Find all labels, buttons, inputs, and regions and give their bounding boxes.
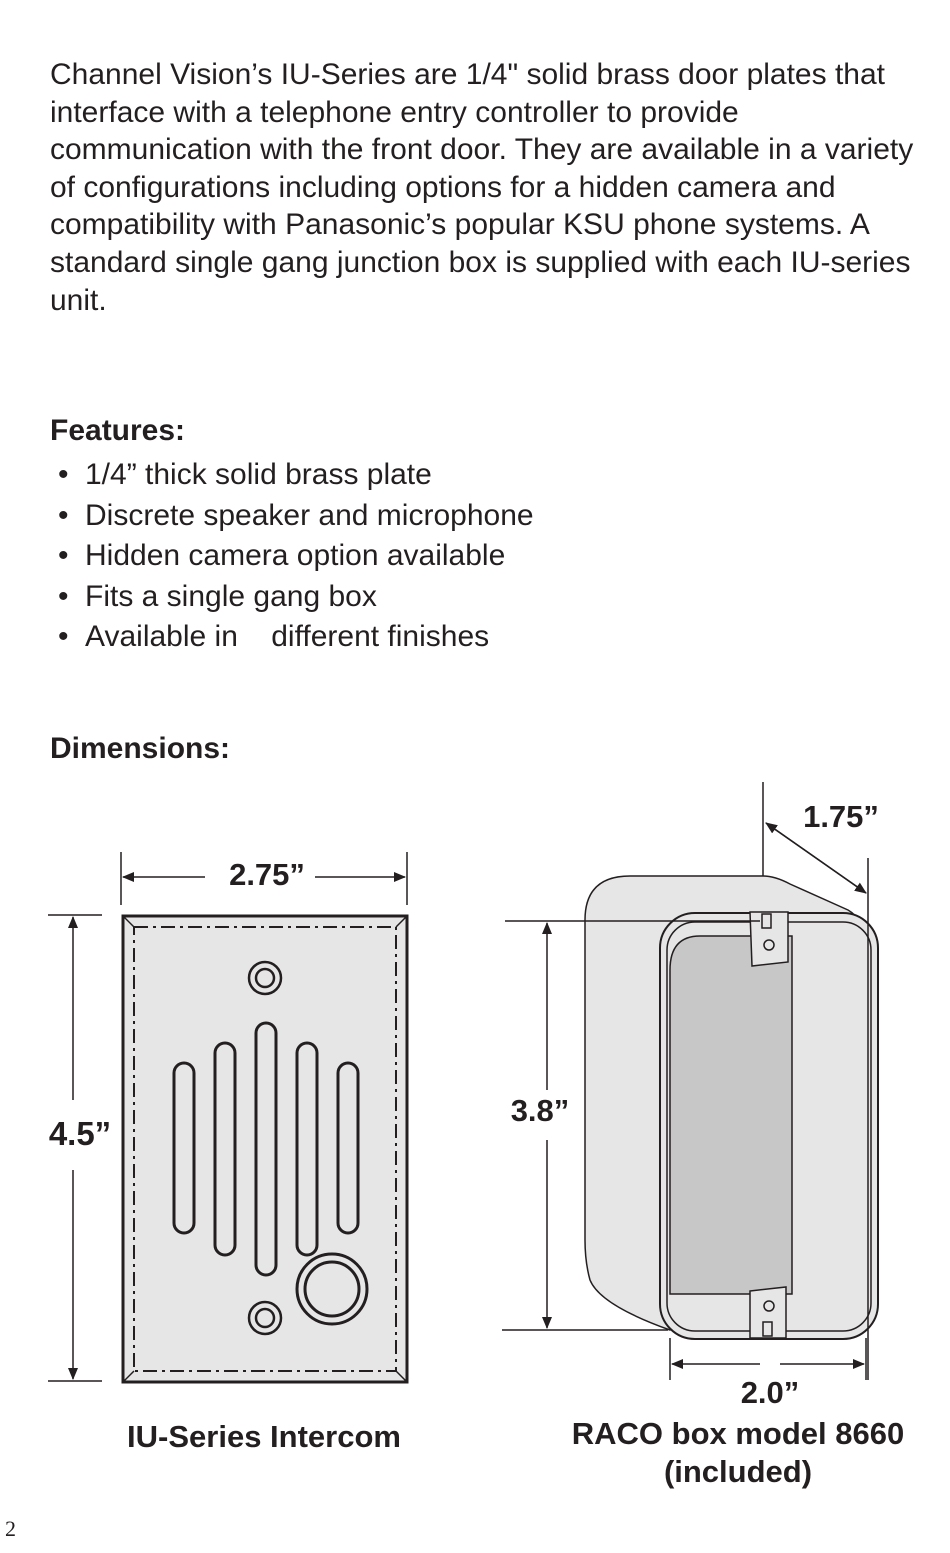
box-interior [670,936,792,1294]
box-height-label: 3.8” [510,1093,570,1128]
feature-text: Available in different finishes [85,620,490,653]
dimensions-diagram [0,770,950,1515]
screw-icon [249,962,281,994]
box-caption-line2: (included) [663,1454,813,1489]
intro-paragraph: Channel Vision’s IU-Series are 1/4" solid brass door plates that interface with a telephone entry controller to provide communication with the front door. They are available in a variety of configurations including options for a hidden camera and compatibility with Panasonic’s popular KSU phone systems. A standard single gang junction box is supplied with each IU-series unit. [50,58,914,317]
feature-item [58,496,534,537]
screw-icon [249,1302,281,1334]
feature-text: Fits a single gang box [85,579,377,613]
bullet-icon: • [58,458,69,491]
feature-item [58,617,534,658]
dimensions-heading: Dimensions: [50,732,231,765]
box-width-label: 2.0” [740,1375,800,1410]
page-number: 2 [5,1516,16,1541]
feature-item [58,455,534,496]
feature-text: 1/4” thick solid brass plate [85,458,432,491]
feature-item [58,577,534,618]
bullet-icon: • [58,498,69,532]
features-heading: Features: [50,414,186,447]
junction-box-drawing [585,876,878,1339]
intercom-caption: IU-Series Intercom [127,1419,401,1454]
intercom-drawing [123,916,407,1382]
feature-item [58,536,534,577]
features-list [58,455,534,658]
mounting-ear-icon [750,912,788,966]
bullet-icon: • [58,579,69,613]
call-button-icon [297,1254,367,1324]
feature-text: Hidden camera option available [85,539,506,572]
bullet-icon: • [58,539,69,572]
intercom-height-label: 4.5” [48,1115,112,1152]
mounting-ear-icon [750,1287,786,1338]
box-depth-label: 1.75” [803,799,879,834]
feature-text: Discrete speaker and microphone [85,498,534,532]
bullet-icon: • [58,620,69,653]
box-caption-line1: RACO box model 8660 [571,1416,905,1451]
box-width-dimension [670,1338,866,1380]
intercom-width-label: 2.75” [229,857,305,892]
